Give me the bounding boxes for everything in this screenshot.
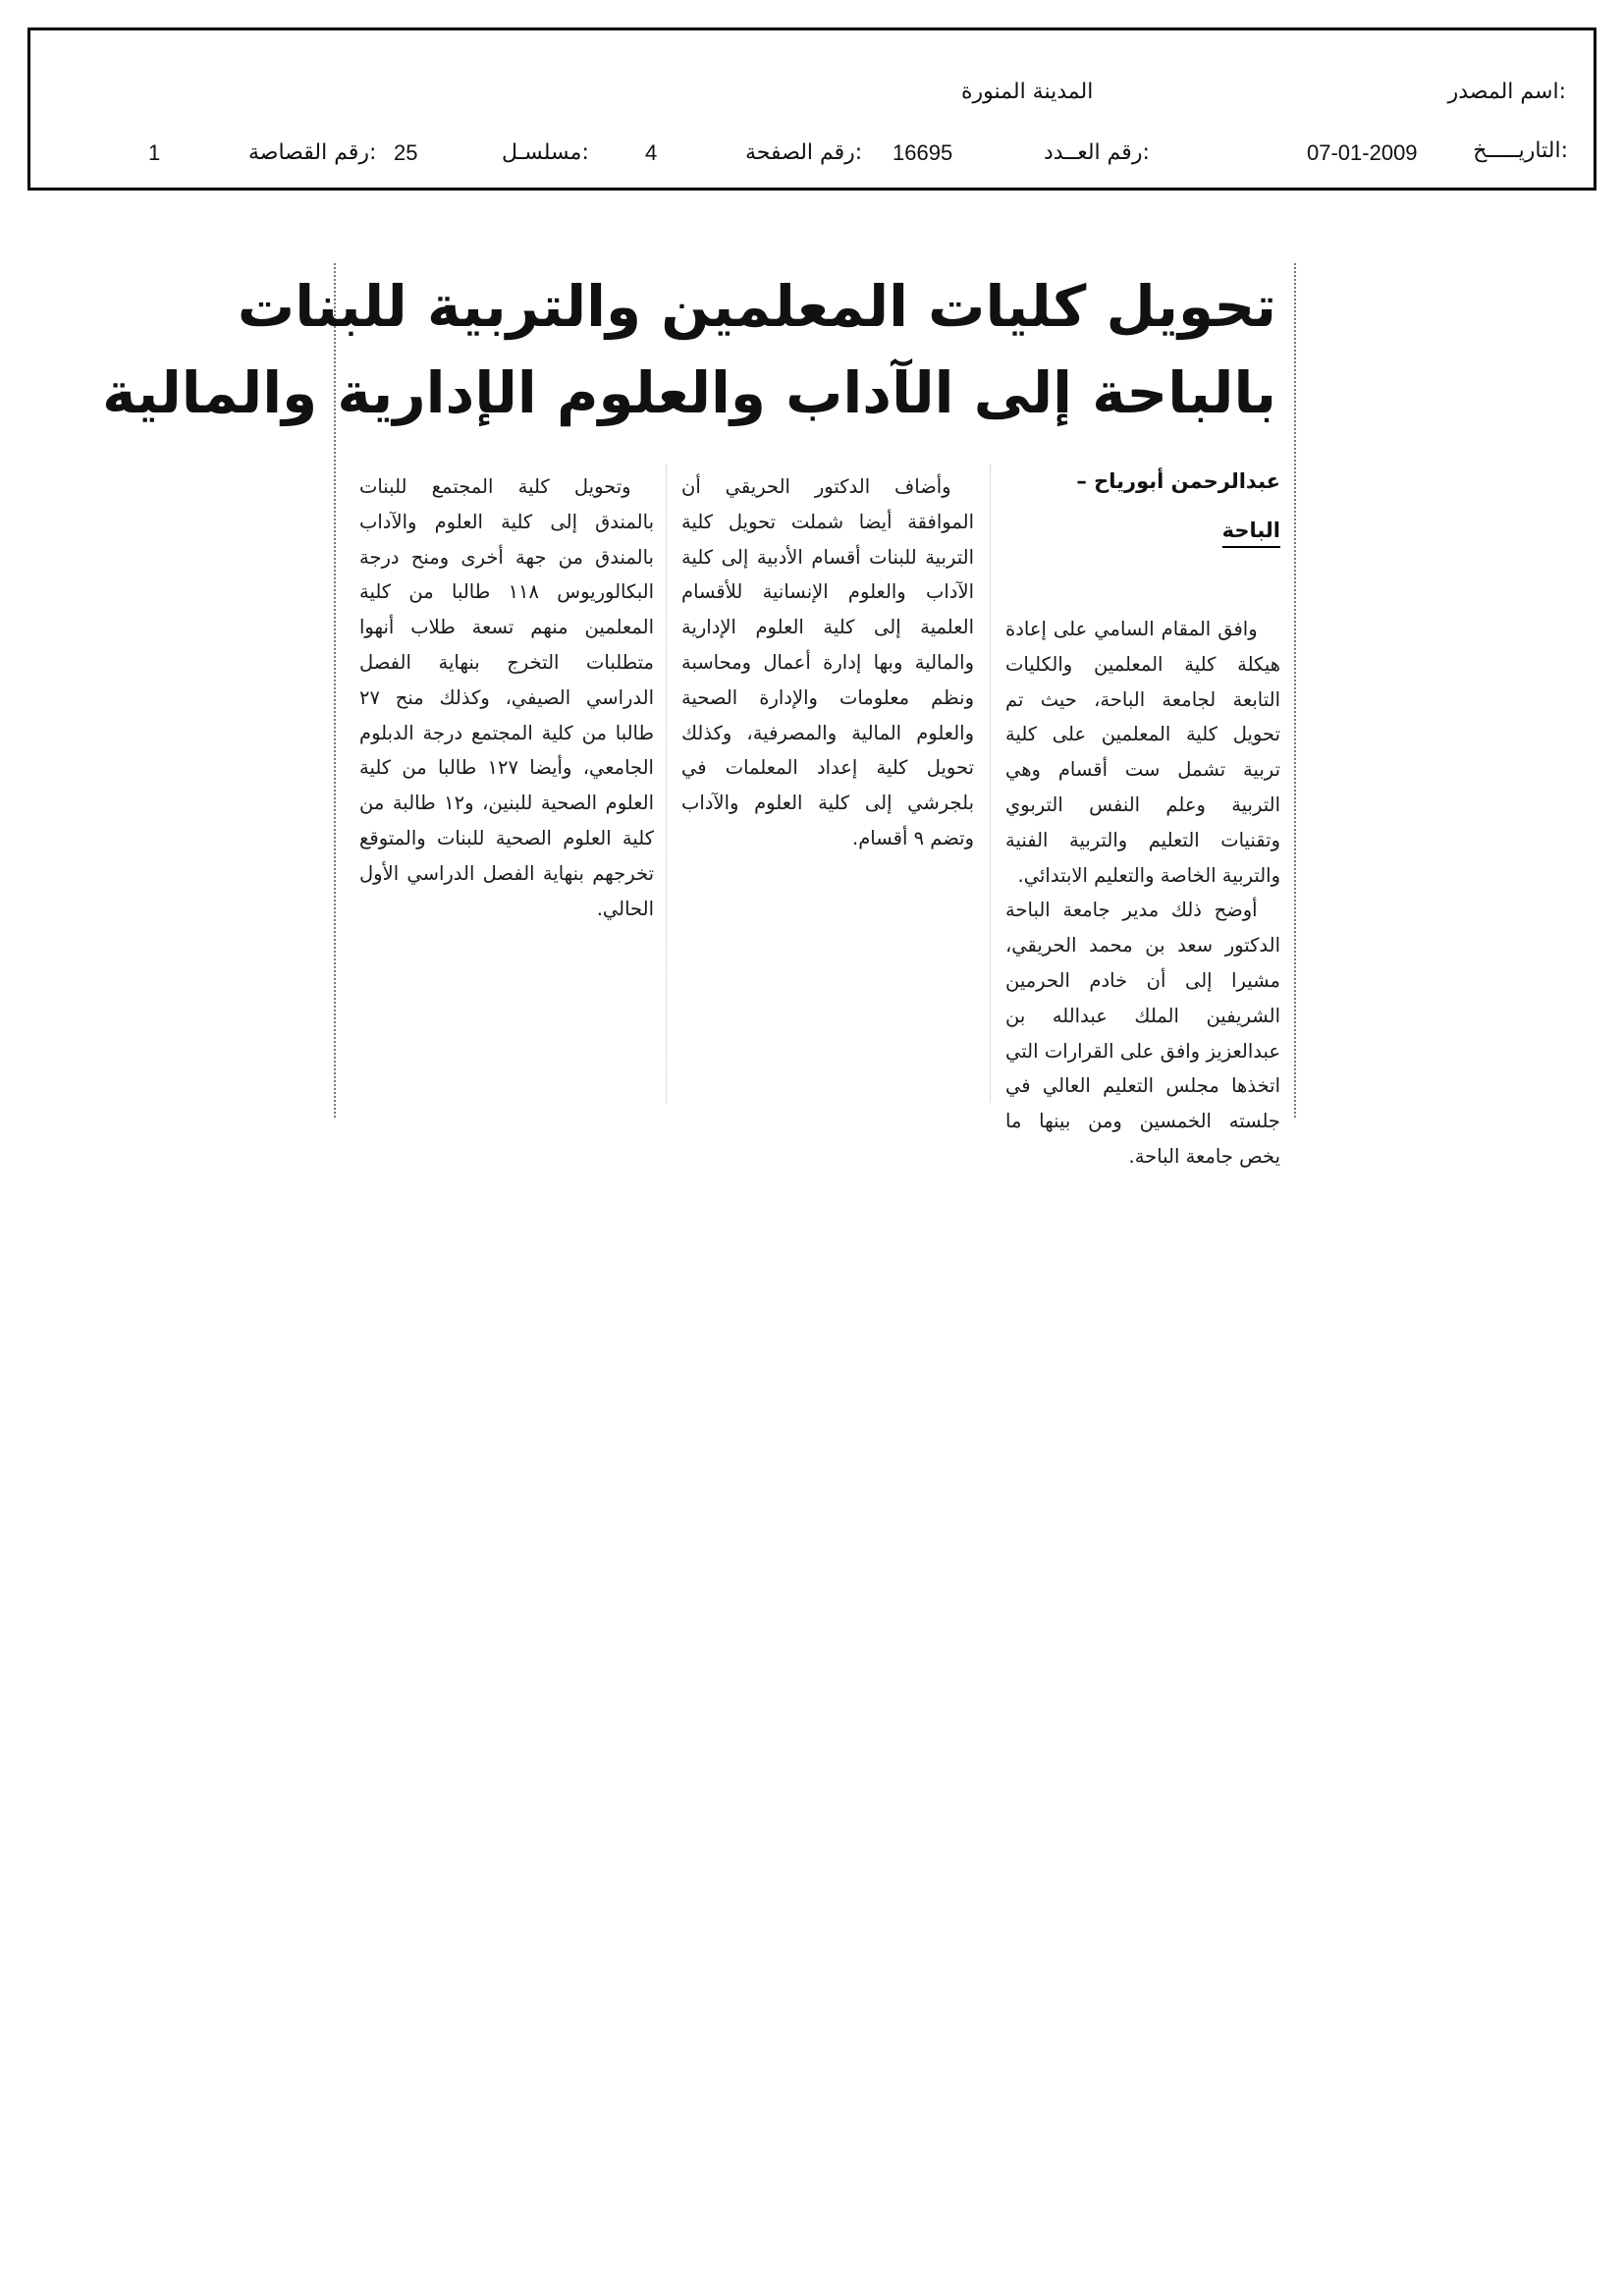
column-divider bbox=[990, 465, 992, 1103]
source-value: المدينة المنورة bbox=[961, 80, 1094, 104]
article-paragraph: وأضاف الدكتور الحريقي أن الموافقة أيضا شملت تحويل كلية التربية للبنات أقسام الأدبية إلى كلية الآداب والعلوم الإنسانية للأقسام العلمية إلى كلية العلوم الإدارية والمالية وبها إدارة أعمال ومحاسبة ونظم معلومات والإدارة الصحية والعلوم المالية والمصرفية، وكذلك تحويل كلية إعداد المعلمات في بلجرشي إلى كلية العلوم والآداب وتضم ٩ أقسام. bbox=[681, 475, 974, 849]
column-divider bbox=[666, 465, 668, 1103]
date-value: 07-01-2009 bbox=[1307, 140, 1418, 165]
clipping-header bbox=[27, 27, 1596, 191]
article-paragraph: وتحويل كلية المجتمع للبنات بالمندق إلى كلية العلوم والآداب بالمندق من جهة أخرى ومنح درجة البكالوريوس ١١٨ طالبا من كلية المعلمين منهم تسعة طلاب أنهوا متطلبات التخرج بنهاية الفصل الدراسي الصيفي، وكذلك منح ٢٧ طالبا من كلية المجتمع درجة الدبلوم الجامعي، وأيضا ١٢٧ طالبا من كلية العلوم الصحية للبنين، و١٢ طالبة من كلية العلوم الصحية للبنات والمتوقع تخرجهم بنهاية الفصل الدراسي الأول الحالي. bbox=[359, 475, 654, 920]
newspaper-clipping bbox=[102, 263, 1296, 1168]
article-paragraph: أوضح ذلك مدير جامعة الباحة الدكتور سعد بن محمد الحريقي، مشيرا إلى أن خادم الحرمين الشريفين الملك عبدالله بن عبدالعزيز وافق على القرارات التي اتخذها مجلس التعليم العالي في جلسته الخمسين ومن بينها ما يخص جامعة الباحة. bbox=[1005, 899, 1280, 1168]
headline-line-2: بالباحة إلى الآداب والعلوم الإدارية والمالية bbox=[102, 359, 1276, 426]
byline-location: الباحة bbox=[1222, 519, 1280, 548]
clip-value: 1 bbox=[148, 140, 161, 165]
article-column-3 bbox=[359, 469, 654, 1098]
byline bbox=[1011, 469, 1280, 548]
page-label: رقم الصفحة: bbox=[745, 140, 863, 165]
headline-line-1: تحويل كليات المعلمين والتربية للبنات bbox=[237, 273, 1276, 340]
article-paragraph: وافق المقام السامي على إعادة هيكلة كلية المعلمين والكليات التابعة لجامعة الباحة، حيث تم تحويل كلية المعلمين على كلية تربية تشمل ست أقسام وهي التربية وعلم النفس التربوي وتقنيات التعليم والتربية الفنية والتربية الخاصة والتعليم الابتدائي. bbox=[1005, 618, 1280, 887]
article-column-1 bbox=[1005, 612, 1280, 1168]
page-value: 4 bbox=[645, 140, 658, 165]
byline-author: عبدالرحمن أبورياح – bbox=[1076, 469, 1280, 493]
source-label: اسم المصدر: bbox=[1447, 80, 1566, 104]
clip-label: رقم القصاصة: bbox=[248, 140, 377, 165]
issue-label: رقم العــدد: bbox=[1044, 140, 1150, 165]
serial-value: 25 bbox=[394, 140, 418, 165]
serial-label: مسلسـل: bbox=[502, 140, 589, 165]
issue-value: 16695 bbox=[893, 140, 953, 165]
date-label: التاريـــــخ: bbox=[1473, 138, 1568, 163]
article-column-2 bbox=[681, 469, 974, 1098]
